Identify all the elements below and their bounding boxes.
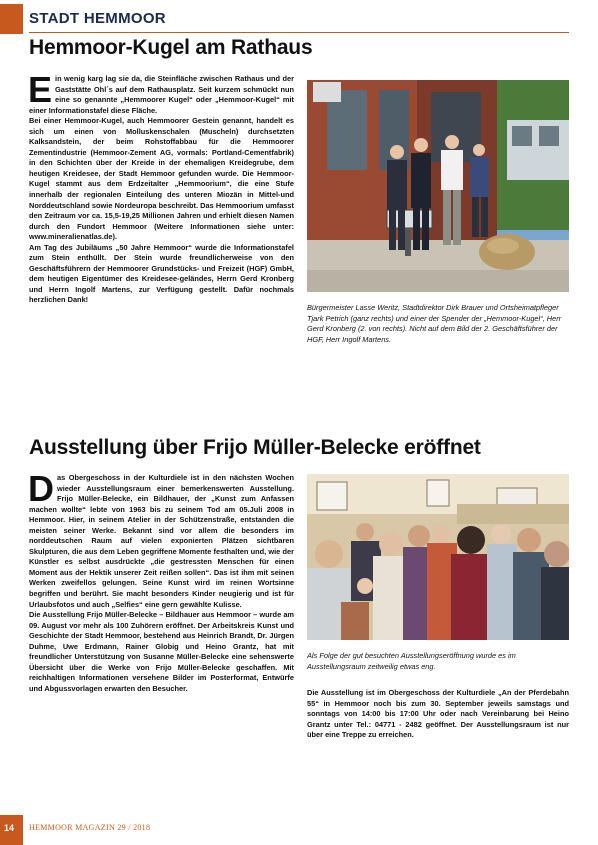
article1-title: Hemmoor-Kugel am Rathaus bbox=[29, 36, 313, 59]
article2-exhibition-info: Die Ausstellung ist im Obergeschoss der Kulturdiele „An der Pferdebahn 55“ in Hemmoor noch bis zum 30. September jeweils samstags und sonntags von 14:00 bis 17:00 Uhr oder nach Vereinbarung bei Heino Grantz unter Tel.: 04771 - 2482 geöffnet. Der Ausstellungsraum ist nur über eine Treppe zu erreichen. bbox=[307, 688, 569, 740]
article2-lead-paragraph: Das Obergeschoss in der Kulturdiele ist in den nächsten Wochen wieder Ausstellungsraum einer bemerkenswerten Ausstellung. Frijo Müller-Belecke, ein Bildhauer, der „Kunst zum Anfassen machen wollte“ lebte von 1963 bis zu seinem Tod am 05.Juli 2008 in Hemmoor. Hier, in seinem Atelier in der Schützenstraße, entstanden die meisten seiner Werke. Bekannt sind vor allem die besonders im norddeutschen Raum auf vielen exponierten Plätzen sichtbaren Skulpturen, die aus dem Leben gegriffene Momente festhalten und, wie der Künstler es selbst ausdrückte „die gestressten Menschen für einen Moment aus der Hektik unserer Zeit reißen sollen“. Das ist ihm mit seinen Werken zweifellos gelungen. Seine Kunst wird im reinen Wortsinne begriffen und berührt. Sie macht besonders Kinder neugierig und ist für Urlaubsfotos und auch „Selfies“ eine gern gewählte Kulisse. bbox=[28, 468, 294, 609]
article2-photo-caption: Als Folge der gut besuchten Ausstellungseröffnung wurde es im Ausstellungsraum zeitweilig etwas eng. bbox=[307, 651, 516, 671]
page-number: 14 bbox=[4, 823, 15, 833]
article2-paragraph-2: Die Ausstellung Frijo Müller-Belecke – Bildhauer aus Hemmoor – wurde am 09. August vor mehr als 100 Zuhörern eröffnet. Der Arbeitskreis Kunst und Geschichte der Stadt Hemmoor, bestehend aus Heinrich Brandt, Dr. Jürgen Duhme, Uwe Erdmann, Rainer Globig und Heino Grantz, hat mit freundlicher Unterstützung von Susanne Müller-Belecke eine sehenswerte Übersicht über die Werke von Frijo Müller-Belecke geschaffen. Mit reichhaltigen Informationen versehene Bilder im Posterformat, Entwürfe und Abgussvorlagen erwarten den Besucher. bbox=[29, 610, 294, 693]
article1-photo bbox=[307, 80, 569, 292]
article1-body bbox=[28, 69, 294, 306]
article2-dropcap: D bbox=[28, 468, 54, 509]
article2-photo bbox=[307, 474, 569, 640]
section-tab-marker bbox=[0, 4, 23, 34]
article1-paragraph-3: Am Tag des Jubiläums „50 Jahre Hemmoor“ wurde die Informationstafel zum Stein enthüllt. Der Stein wurde freundlicherweise von den Geschäftsführern der Hemmoorer Grundstücks- und Freizeit (HGF) GmbH, dem heutigen Eigentümer des Kreidesee-geländes, Herrn Gerd Kronberg und Herrn Ingolf Martens, zur Verfügung gestellt. Dafür nochmals herzlichen Dank! bbox=[29, 242, 294, 305]
article2-body bbox=[28, 468, 294, 694]
article1-dropcap: E bbox=[28, 69, 53, 110]
article1-lead-paragraph: Ein wenig karg lag sie da, die Steinfläche zwischen Rathaus und der Gaststätte Ohl´s auf dem Rathausplatz. Seit kurzem schmückt nun eine so genannte „Hemmoorer Kugel“ oder „Hemmoor-Kugel“ mit einer Informationstafel diese Fläche. bbox=[28, 69, 294, 115]
article2-title: Ausstellung über Frijo Müller-Belecke eröffnet bbox=[29, 436, 481, 459]
footer-magazine-title: HEMMOOR MAGAZIN 29 / 2018 bbox=[29, 823, 151, 832]
section-rule bbox=[29, 32, 569, 33]
section-label: STADT HEMMOOR bbox=[29, 10, 166, 27]
article1-paragraph-2: Bei einer Hemmoor-Kugel, auch Hemmoorer Gestein genannt, handelt es sich um einen von Molluskenschalen (Muscheln) durchsetzten Kalksandstein, der beim Rohstoffabbau für die Hemmoorer Zementindustrie (Hemmoor-Zement AG, vormals: Portland-Cementfabrik) in den Schichten über der Kreide in der ehemaligen Kreidegrube, dem heutigen Kreidesee, der Stadt Hemmoor gefunden wurde. Die Hemmoor-Kugel stammt aus dem Erdzeitalter „Hemmoorium“, die eine Stufe innerhalb der regionalen Einteilung des unteren Miozän in Mittel-und Norddeutschland sowie Nordeuropa beschreibt. Das Hemmoorium umfasst den Zeitraum vor ca. 15,5-19,25 Millionen Jahren und erhielt diesen Namen durch den Fundort Hemmoor (Weitere Informationen siehe unter: www.mineralienatlas.de). bbox=[29, 116, 294, 242]
article1-photo-caption: Bürgermeister Lasse Weritz, Stadtdirektor Dirk Brauer und Ortsheimatpfleger Tjark Petrich (ganz rechts) und einer der Spender der „Hemmoor-Kugel“, Herr Gerd Kronberg (2. von rechts). Nicht auf dem Bild der 2. Geschäftsführer der HGF, Herr Ingolf Martens. bbox=[307, 303, 562, 344]
